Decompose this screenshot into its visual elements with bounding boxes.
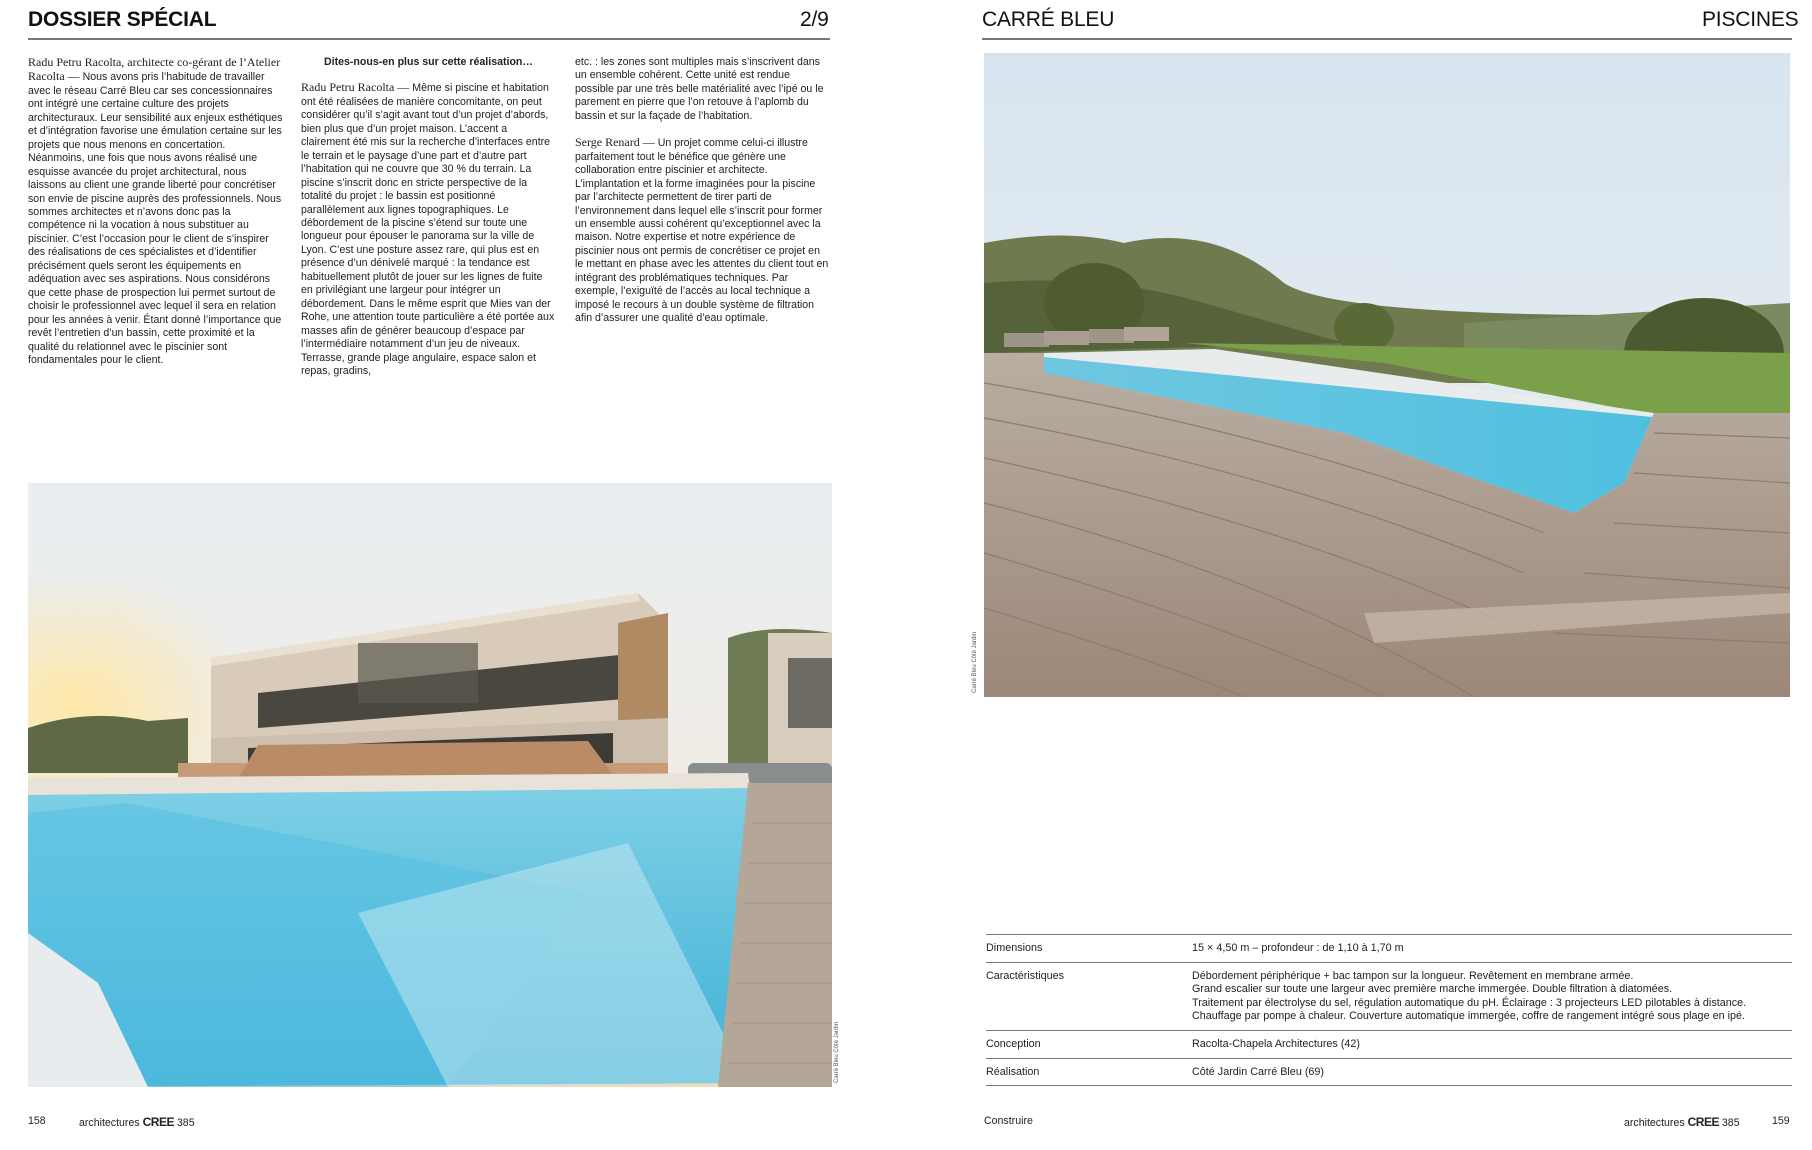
magazine-footer: [79, 1115, 195, 1129]
page-number: 158: [28, 1115, 46, 1127]
magazine-prefix: architectures: [79, 1117, 140, 1129]
spec-row-dimensions: [986, 934, 1792, 962]
section-title: DOSSIER SPÉCIAL: [28, 8, 217, 31]
spec-label: Dimensions: [986, 942, 1043, 954]
magazine-footer: [1624, 1115, 1740, 1129]
footer-section: Construire: [984, 1115, 1033, 1127]
spec-label: Réalisation: [986, 1065, 1040, 1078]
magazine-logo: CREE: [1687, 1115, 1719, 1129]
spec-row-realisation: [986, 1058, 1792, 1087]
spec-label: Conception: [986, 1037, 1041, 1050]
photo-credit: Carré Bleu Côté Jardin: [834, 1021, 840, 1083]
spec-value: Côté Jardin Carré Bleu (69): [1192, 1065, 1325, 1078]
spec-row-characteristics: [986, 962, 1792, 1030]
paragraph: etc. : les zones sont multiples mais s’inscrivent dans un ensemble cohérent. Cette unité est rendue possible par une très belle matérialité avec l’ipé ou le parement en pierre que l’on retouve à l’aplomb du bassin et sur la façade de l’habitation.: [575, 56, 824, 122]
paragraph: Un projet comme celui-ci illustre parfaitement tout le bénéfice que génère une collaboration entre piscinier et architecte. L’implantation et la forme imaginées pour la piscine par l’architecte permettent de tirer parti de l’environnement dans lequel elle s’inscrit pour former un ensemble aussi cohérent qu’exceptionnel avec la maison. Notre expertise et notre expérience de piscinier nous ont permis de concrétiser ce projet en le mettant en phase avec les attentes du client tout en intégrant des problématiques techniques. Par exemple, l’exiguïté de l’accès au local technique a imposé le recours à un double système de filtration afin d’assurer une qualité d’eau optimale.: [575, 137, 829, 325]
issue-number: 385: [176, 1117, 195, 1129]
spec-label: Caractéristiques: [986, 969, 1065, 982]
magazine-prefix: architectures: [1624, 1117, 1685, 1129]
text-column-1: [28, 56, 283, 380]
spec-value: Racolta-Chapela Architectures (42): [1192, 1037, 1361, 1050]
header-rule-left: [28, 38, 830, 40]
paragraph: Nous avons pris l’habitude de travailler avec le réseau Carré Bleu car ses concessionnaires ont intégré une certaine culture des projets architecturaux. Leur sensibilité aux enjeux esthétiques et d’intégration favorise une émulation certaine sur les projets que nous menons en concertation. Néanmoins, une fois que nous avons réalisé une esquisse avancée du projet architectural, nous laissons au client une grande liberté pour concrétiser son envie de piscine auprès des professionnels. Nous sommes architectes et n’avons donc pas la compétence ni la vocation à nous substituer au piscinier. C’est l’occasion pour le client de s’inspirer des réalisations de ces spécialistes et d’identifier précisément quels seront les équipements en adéquation avec ses aspirations. Nous considérons que cette phase de prospection lui permet surtout de choisir le professionnel avec lequel il sera en relation pour les années à venir. Étant donné l’importance que revêt l’entretien d’un bassin, cette proximité et la qualité du relationnel avec le piscinier sont fondamentales pour le client.: [28, 71, 283, 366]
infinity-pool-illustration: [984, 53, 1790, 697]
header-rule-right: [982, 38, 1792, 40]
text-column-3: [575, 56, 830, 339]
spec-value: 15 × 4,50 m – profondeur : de 1,10 à 1,70 m: [1192, 942, 1404, 954]
house-pool-illustration: [28, 483, 832, 1087]
text-column-2: [301, 56, 556, 391]
page-counter: 2/9: [800, 8, 829, 31]
section-label: PISCINES: [1702, 8, 1799, 31]
issue-number: 385: [1721, 1117, 1740, 1129]
spec-value: Débordement périphérique + bac tampon sur la longueur. Revêtement en membrane armée. Grand escalier sur toute une largeur avec première marche immergée. Double filtration à diatomées. Traitement par électrolyse du sel, régulation automatique du pH. Éclairage : 3 projecteurs LED pilotables à distance. Chauffage par pompe à chaleur. Couverture automatique immergée, coffre de rangement intégré sous plage en ipé.: [1192, 969, 1747, 1023]
interview-question: Dites-nous-en plus sur cette réalisation…: [324, 56, 533, 68]
project-spec-table: [986, 934, 1792, 1086]
paragraph: Même si piscine et habitation ont été réalisées de manière concomitante, on peut considérer qu’il s’agit avant tout d’un projet d’abords, bien plus que d’un projet maison. L’accent a clairement été mis sur la recherche d’interfaces entre le terrain et le paysage d’une part et d’autre part l’habitation qui ne couvre que 30 % du terrain. La piscine s’inscrit donc en stricte perspective de la totalité du projet : le bassin est positionné parallèlement aux lignes topographiques. Le débordement de la piscine s’étend sur toute une longueur pour épouser le panorama sur la ville de Lyon. C’est une posture assez rare, qui plus est en présence d’un dénivelé marqué : la tendance est habituellement plutôt de jouer sur les lignes de fuite en privilégiant une largeur pour intégrer un débordement. Dans le même esprit que Mies van der Rohe, une attention toute particulière a été portée aux masses afin de générer beaucoup d’espace par l’intermédiaire notamment d’un jeu de niveaux. Terrasse, grande plage angulaire, espace salon et repas, gradins,: [301, 82, 555, 377]
photo-credit: Carré Bleu Côté Jardin: [972, 631, 978, 693]
page-number: 159: [1772, 1115, 1790, 1127]
speaker-name: Serge Renard —: [575, 135, 655, 150]
magazine-logo: CREE: [142, 1115, 174, 1129]
infinity-pool-photo: [984, 53, 1790, 697]
house-pool-photo: [28, 483, 832, 1087]
speaker-name: Radu Petru Racolta —: [301, 80, 410, 95]
brand-title: CARRÉ BLEU: [982, 8, 1115, 31]
speaker-name: Radu Petru Racolta, architecte co-gérant de l’Atelier Racolta —: [28, 55, 281, 84]
spec-row-conception: [986, 1030, 1792, 1058]
